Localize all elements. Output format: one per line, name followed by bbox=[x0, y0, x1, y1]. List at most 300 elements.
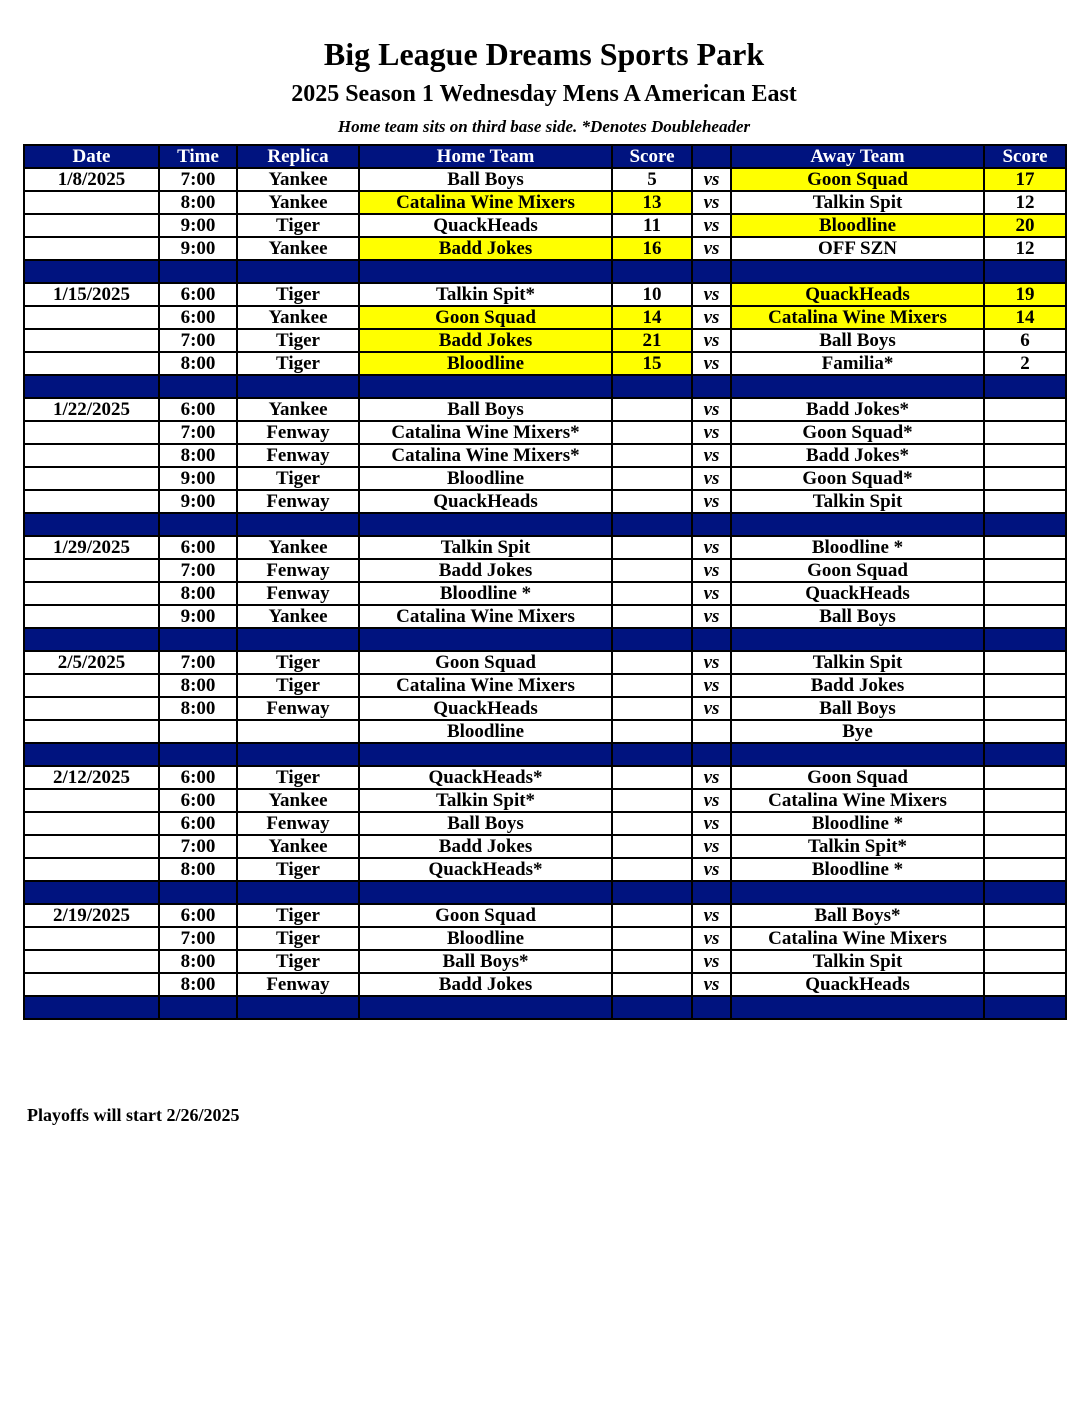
game-time: 8:00 bbox=[159, 191, 237, 214]
separator-cell bbox=[692, 260, 731, 283]
home-score bbox=[612, 812, 692, 835]
vs-label: vs bbox=[692, 674, 731, 697]
separator-cell bbox=[692, 996, 731, 1019]
game-date-empty bbox=[24, 559, 159, 582]
game-row bbox=[24, 674, 1066, 697]
game-time: 7:00 bbox=[159, 559, 237, 582]
game-date-empty bbox=[24, 789, 159, 812]
home-score: 13 bbox=[612, 191, 692, 214]
game-replica: Tiger bbox=[237, 927, 359, 950]
away-score: 12 bbox=[984, 191, 1066, 214]
home-score bbox=[612, 720, 692, 743]
week-separator bbox=[24, 513, 1066, 536]
game-date-empty bbox=[24, 237, 159, 260]
away-team: Talkin Spit bbox=[731, 651, 984, 674]
game-row bbox=[24, 421, 1066, 444]
home-team: Goon Squad bbox=[359, 904, 612, 927]
home-score bbox=[612, 444, 692, 467]
away-score bbox=[984, 835, 1066, 858]
separator-cell bbox=[159, 743, 237, 766]
away-score: 20 bbox=[984, 214, 1066, 237]
away-score: 19 bbox=[984, 283, 1066, 306]
separator-cell bbox=[159, 375, 237, 398]
game-time: 9:00 bbox=[159, 237, 237, 260]
vs-label: vs bbox=[692, 237, 731, 260]
separator-cell bbox=[731, 375, 984, 398]
away-team: QuackHeads bbox=[731, 582, 984, 605]
separator-cell bbox=[24, 628, 159, 651]
game-date-empty bbox=[24, 973, 159, 996]
separator-cell bbox=[612, 743, 692, 766]
separator-cell bbox=[359, 628, 612, 651]
home-team: Bloodline bbox=[359, 720, 612, 743]
vs-label: vs bbox=[692, 352, 731, 375]
game-time: 6:00 bbox=[159, 904, 237, 927]
header-vs bbox=[692, 145, 731, 168]
separator-cell bbox=[24, 375, 159, 398]
home-team: Goon Squad bbox=[359, 651, 612, 674]
game-replica: Tiger bbox=[237, 674, 359, 697]
game-date-empty bbox=[24, 927, 159, 950]
home-team: Badd Jokes bbox=[359, 329, 612, 352]
game-time: 9:00 bbox=[159, 490, 237, 513]
game-date-empty bbox=[24, 191, 159, 214]
vs-label: vs bbox=[692, 536, 731, 559]
home-score bbox=[612, 973, 692, 996]
separator-cell bbox=[692, 375, 731, 398]
page-title: Big League Dreams Sports Park bbox=[323, 36, 765, 72]
vs-label: vs bbox=[692, 421, 731, 444]
vs-label: vs bbox=[692, 766, 731, 789]
separator-cell bbox=[984, 996, 1066, 1019]
home-score bbox=[612, 904, 692, 927]
away-score bbox=[984, 582, 1066, 605]
vs-label: vs bbox=[692, 191, 731, 214]
game-time: 9:00 bbox=[159, 605, 237, 628]
separator-cell bbox=[612, 375, 692, 398]
game-replica: Tiger bbox=[237, 950, 359, 973]
away-team: QuackHeads bbox=[731, 973, 984, 996]
separator-cell bbox=[24, 513, 159, 536]
home-score: 21 bbox=[612, 329, 692, 352]
game-row bbox=[24, 904, 1066, 927]
home-score bbox=[612, 559, 692, 582]
home-score: 16 bbox=[612, 237, 692, 260]
game-row bbox=[24, 789, 1066, 812]
away-score bbox=[984, 697, 1066, 720]
separator-cell bbox=[359, 743, 612, 766]
home-team: Ball Boys bbox=[359, 812, 612, 835]
game-time: 6:00 bbox=[159, 789, 237, 812]
game-time: 8:00 bbox=[159, 352, 237, 375]
game-replica: Fenway bbox=[237, 812, 359, 835]
separator-cell bbox=[359, 260, 612, 283]
game-replica: Fenway bbox=[237, 559, 359, 582]
home-team: Bloodline bbox=[359, 467, 612, 490]
separator-cell bbox=[612, 628, 692, 651]
home-team: Ball Boys bbox=[359, 168, 612, 191]
game-row bbox=[24, 490, 1066, 513]
game-time: 6:00 bbox=[159, 536, 237, 559]
game-date-empty bbox=[24, 582, 159, 605]
game-replica: Tiger bbox=[237, 467, 359, 490]
home-score bbox=[612, 835, 692, 858]
home-team: Ball Boys* bbox=[359, 950, 612, 973]
away-score bbox=[984, 536, 1066, 559]
game-date-empty bbox=[24, 421, 159, 444]
game-row bbox=[24, 329, 1066, 352]
separator-cell bbox=[24, 260, 159, 283]
game-replica: Fenway bbox=[237, 697, 359, 720]
home-team: Talkin Spit bbox=[359, 536, 612, 559]
game-row bbox=[24, 812, 1066, 835]
separator-cell bbox=[237, 881, 359, 904]
vs-label: vs bbox=[692, 789, 731, 812]
separator-cell bbox=[359, 375, 612, 398]
game-row bbox=[24, 927, 1066, 950]
game-date: 1/22/2025 bbox=[24, 398, 159, 421]
game-row bbox=[24, 283, 1066, 306]
away-team: Ball Boys bbox=[731, 329, 984, 352]
schedule-table bbox=[23, 144, 1067, 1020]
separator-cell bbox=[24, 996, 159, 1019]
away-score bbox=[984, 812, 1066, 835]
game-date-empty bbox=[24, 605, 159, 628]
vs-label: vs bbox=[692, 283, 731, 306]
week-separator bbox=[24, 260, 1066, 283]
game-replica: Fenway bbox=[237, 490, 359, 513]
game-replica: Tiger bbox=[237, 329, 359, 352]
vs-label bbox=[692, 720, 731, 743]
home-score bbox=[612, 398, 692, 421]
away-score bbox=[984, 674, 1066, 697]
game-replica: Tiger bbox=[237, 904, 359, 927]
away-score bbox=[984, 398, 1066, 421]
game-time: 6:00 bbox=[159, 283, 237, 306]
away-team: QuackHeads bbox=[731, 283, 984, 306]
game-time: 8:00 bbox=[159, 858, 237, 881]
page-subtitle: 2025 Season 1 Wednesday Mens A American East bbox=[291, 81, 797, 107]
game-date-empty bbox=[24, 697, 159, 720]
game-replica: Yankee bbox=[237, 789, 359, 812]
game-date-empty bbox=[24, 490, 159, 513]
away-team: Goon Squad bbox=[731, 168, 984, 191]
game-time: 7:00 bbox=[159, 835, 237, 858]
separator-cell bbox=[984, 628, 1066, 651]
away-score bbox=[984, 651, 1066, 674]
vs-label: vs bbox=[692, 812, 731, 835]
separator-cell bbox=[159, 260, 237, 283]
schedule-body bbox=[24, 168, 1066, 1019]
game-row bbox=[24, 306, 1066, 329]
game-row bbox=[24, 191, 1066, 214]
vs-label: vs bbox=[692, 927, 731, 950]
home-score bbox=[612, 950, 692, 973]
separator-cell bbox=[984, 881, 1066, 904]
game-replica: Yankee bbox=[237, 398, 359, 421]
home-score: 14 bbox=[612, 306, 692, 329]
game-row bbox=[24, 858, 1066, 881]
home-team: Ball Boys bbox=[359, 398, 612, 421]
game-time: 7:00 bbox=[159, 168, 237, 191]
home-team: Bloodline bbox=[359, 927, 612, 950]
game-replica: Tiger bbox=[237, 858, 359, 881]
home-score bbox=[612, 490, 692, 513]
vs-label: vs bbox=[692, 605, 731, 628]
game-replica: Yankee bbox=[237, 306, 359, 329]
separator-cell bbox=[237, 513, 359, 536]
game-replica: Tiger bbox=[237, 352, 359, 375]
home-score bbox=[612, 927, 692, 950]
game-date-empty bbox=[24, 214, 159, 237]
separator-cell bbox=[612, 260, 692, 283]
vs-label: vs bbox=[692, 835, 731, 858]
separator-cell bbox=[731, 881, 984, 904]
home-score bbox=[612, 421, 692, 444]
game-date: 1/29/2025 bbox=[24, 536, 159, 559]
vs-label: vs bbox=[692, 490, 731, 513]
away-team: Badd Jokes* bbox=[731, 398, 984, 421]
game-replica: Fenway bbox=[237, 444, 359, 467]
away-team: Goon Squad* bbox=[731, 421, 984, 444]
away-team: Bye bbox=[731, 720, 984, 743]
doubleheader-note: Home team sits on third base side. *Denotes Doubleheader bbox=[337, 117, 751, 136]
vs-label: vs bbox=[692, 329, 731, 352]
home-team: Catalina Wine Mixers bbox=[359, 191, 612, 214]
away-team: Ball Boys bbox=[731, 697, 984, 720]
header-home-team: Home Team bbox=[359, 145, 612, 168]
game-replica: Yankee bbox=[237, 536, 359, 559]
game-date-empty bbox=[24, 444, 159, 467]
game-row bbox=[24, 766, 1066, 789]
game-time: 8:00 bbox=[159, 582, 237, 605]
separator-cell bbox=[359, 513, 612, 536]
vs-label: vs bbox=[692, 444, 731, 467]
separator-cell bbox=[731, 513, 984, 536]
vs-label: vs bbox=[692, 559, 731, 582]
away-team: Familia* bbox=[731, 352, 984, 375]
separator-cell bbox=[237, 260, 359, 283]
game-replica: Tiger bbox=[237, 766, 359, 789]
game-time: 8:00 bbox=[159, 697, 237, 720]
home-team: Badd Jokes bbox=[359, 237, 612, 260]
away-team: Catalina Wine Mixers bbox=[731, 306, 984, 329]
game-date-empty bbox=[24, 352, 159, 375]
vs-label: vs bbox=[692, 697, 731, 720]
separator-cell bbox=[159, 513, 237, 536]
game-time: 9:00 bbox=[159, 467, 237, 490]
header-date: Date bbox=[24, 145, 159, 168]
away-score: 2 bbox=[984, 352, 1066, 375]
game-replica: Tiger bbox=[237, 214, 359, 237]
game-row bbox=[24, 835, 1066, 858]
week-separator bbox=[24, 996, 1066, 1019]
week-separator bbox=[24, 743, 1066, 766]
away-team: OFF SZN bbox=[731, 237, 984, 260]
away-score bbox=[984, 789, 1066, 812]
week-separator bbox=[24, 881, 1066, 904]
home-team: Bloodline bbox=[359, 352, 612, 375]
game-replica: Fenway bbox=[237, 582, 359, 605]
game-row bbox=[24, 467, 1066, 490]
game-date-empty bbox=[24, 674, 159, 697]
game-replica: Yankee bbox=[237, 605, 359, 628]
game-row bbox=[24, 720, 1066, 743]
header-home-score: Score bbox=[612, 145, 692, 168]
game-date: 1/8/2025 bbox=[24, 168, 159, 191]
game-date-empty bbox=[24, 835, 159, 858]
game-time: 6:00 bbox=[159, 812, 237, 835]
home-team: Goon Squad bbox=[359, 306, 612, 329]
game-time: 6:00 bbox=[159, 398, 237, 421]
game-date-empty bbox=[24, 306, 159, 329]
away-team: Catalina Wine Mixers bbox=[731, 927, 984, 950]
home-score: 15 bbox=[612, 352, 692, 375]
game-row bbox=[24, 536, 1066, 559]
vs-label: vs bbox=[692, 950, 731, 973]
game-time: 8:00 bbox=[159, 950, 237, 973]
away-score bbox=[984, 950, 1066, 973]
game-time bbox=[159, 720, 237, 743]
game-time: 7:00 bbox=[159, 651, 237, 674]
away-score bbox=[984, 421, 1066, 444]
away-team: Talkin Spit bbox=[731, 191, 984, 214]
separator-cell bbox=[612, 881, 692, 904]
home-team: Bloodline * bbox=[359, 582, 612, 605]
home-team: Badd Jokes bbox=[359, 835, 612, 858]
game-date-empty bbox=[24, 720, 159, 743]
away-team: Goon Squad bbox=[731, 766, 984, 789]
away-score bbox=[984, 766, 1066, 789]
separator-cell bbox=[159, 628, 237, 651]
home-team: Badd Jokes bbox=[359, 973, 612, 996]
game-row bbox=[24, 582, 1066, 605]
vs-label: vs bbox=[692, 973, 731, 996]
home-team: Badd Jokes bbox=[359, 559, 612, 582]
separator-cell bbox=[692, 513, 731, 536]
separator-cell bbox=[237, 628, 359, 651]
away-team: Bloodline * bbox=[731, 812, 984, 835]
away-team: Talkin Spit bbox=[731, 490, 984, 513]
home-team: QuackHeads* bbox=[359, 766, 612, 789]
game-row bbox=[24, 352, 1066, 375]
home-score bbox=[612, 651, 692, 674]
away-team: Goon Squad bbox=[731, 559, 984, 582]
home-score: 11 bbox=[612, 214, 692, 237]
home-team: Catalina Wine Mixers bbox=[359, 605, 612, 628]
separator-cell bbox=[984, 513, 1066, 536]
game-date-empty bbox=[24, 467, 159, 490]
game-row bbox=[24, 168, 1066, 191]
away-score: 6 bbox=[984, 329, 1066, 352]
game-replica: Tiger bbox=[237, 651, 359, 674]
away-score bbox=[984, 858, 1066, 881]
game-row bbox=[24, 398, 1066, 421]
game-date-empty bbox=[24, 812, 159, 835]
header-away-score: Score bbox=[984, 145, 1066, 168]
home-score bbox=[612, 582, 692, 605]
game-row bbox=[24, 444, 1066, 467]
vs-label: vs bbox=[692, 582, 731, 605]
vs-label: vs bbox=[692, 398, 731, 421]
game-date: 1/15/2025 bbox=[24, 283, 159, 306]
game-row bbox=[24, 214, 1066, 237]
away-score: 14 bbox=[984, 306, 1066, 329]
separator-cell bbox=[984, 375, 1066, 398]
vs-label: vs bbox=[692, 467, 731, 490]
game-date-empty bbox=[24, 950, 159, 973]
game-time: 7:00 bbox=[159, 927, 237, 950]
header-away-team: Away Team bbox=[731, 145, 984, 168]
game-time: 8:00 bbox=[159, 444, 237, 467]
separator-cell bbox=[692, 628, 731, 651]
home-score: 5 bbox=[612, 168, 692, 191]
game-replica bbox=[237, 720, 359, 743]
game-time: 7:00 bbox=[159, 329, 237, 352]
home-team: QuackHeads* bbox=[359, 858, 612, 881]
away-team: Ball Boys* bbox=[731, 904, 984, 927]
game-row bbox=[24, 237, 1066, 260]
away-team: Talkin Spit* bbox=[731, 835, 984, 858]
header-time: Time bbox=[159, 145, 237, 168]
home-score bbox=[612, 674, 692, 697]
away-team: Goon Squad* bbox=[731, 467, 984, 490]
game-row bbox=[24, 651, 1066, 674]
away-score bbox=[984, 467, 1066, 490]
separator-cell bbox=[731, 996, 984, 1019]
vs-label: vs bbox=[692, 214, 731, 237]
separator-cell bbox=[159, 881, 237, 904]
separator-cell bbox=[692, 743, 731, 766]
home-team: QuackHeads bbox=[359, 490, 612, 513]
game-replica: Yankee bbox=[237, 191, 359, 214]
home-team: Talkin Spit* bbox=[359, 789, 612, 812]
week-separator bbox=[24, 628, 1066, 651]
vs-label: vs bbox=[692, 651, 731, 674]
separator-cell bbox=[359, 996, 612, 1019]
away-team: Ball Boys bbox=[731, 605, 984, 628]
game-date-empty bbox=[24, 329, 159, 352]
home-team: QuackHeads bbox=[359, 214, 612, 237]
game-row bbox=[24, 605, 1066, 628]
home-team: Talkin Spit* bbox=[359, 283, 612, 306]
away-score bbox=[984, 927, 1066, 950]
vs-label: vs bbox=[692, 858, 731, 881]
week-separator bbox=[24, 375, 1066, 398]
away-team: Bloodline * bbox=[731, 858, 984, 881]
away-team: Talkin Spit bbox=[731, 950, 984, 973]
game-row bbox=[24, 697, 1066, 720]
header-row bbox=[24, 145, 1066, 168]
game-date-empty bbox=[24, 858, 159, 881]
game-date: 2/5/2025 bbox=[24, 651, 159, 674]
home-score bbox=[612, 467, 692, 490]
away-score bbox=[984, 490, 1066, 513]
separator-cell bbox=[24, 743, 159, 766]
separator-cell bbox=[24, 881, 159, 904]
separator-cell bbox=[984, 743, 1066, 766]
away-team: Catalina Wine Mixers bbox=[731, 789, 984, 812]
home-score bbox=[612, 858, 692, 881]
separator-cell bbox=[731, 628, 984, 651]
game-time: 9:00 bbox=[159, 214, 237, 237]
away-score bbox=[984, 559, 1066, 582]
game-time: 8:00 bbox=[159, 973, 237, 996]
away-team: Bloodline bbox=[731, 214, 984, 237]
separator-cell bbox=[237, 743, 359, 766]
away-score bbox=[984, 720, 1066, 743]
home-team: Catalina Wine Mixers* bbox=[359, 444, 612, 467]
